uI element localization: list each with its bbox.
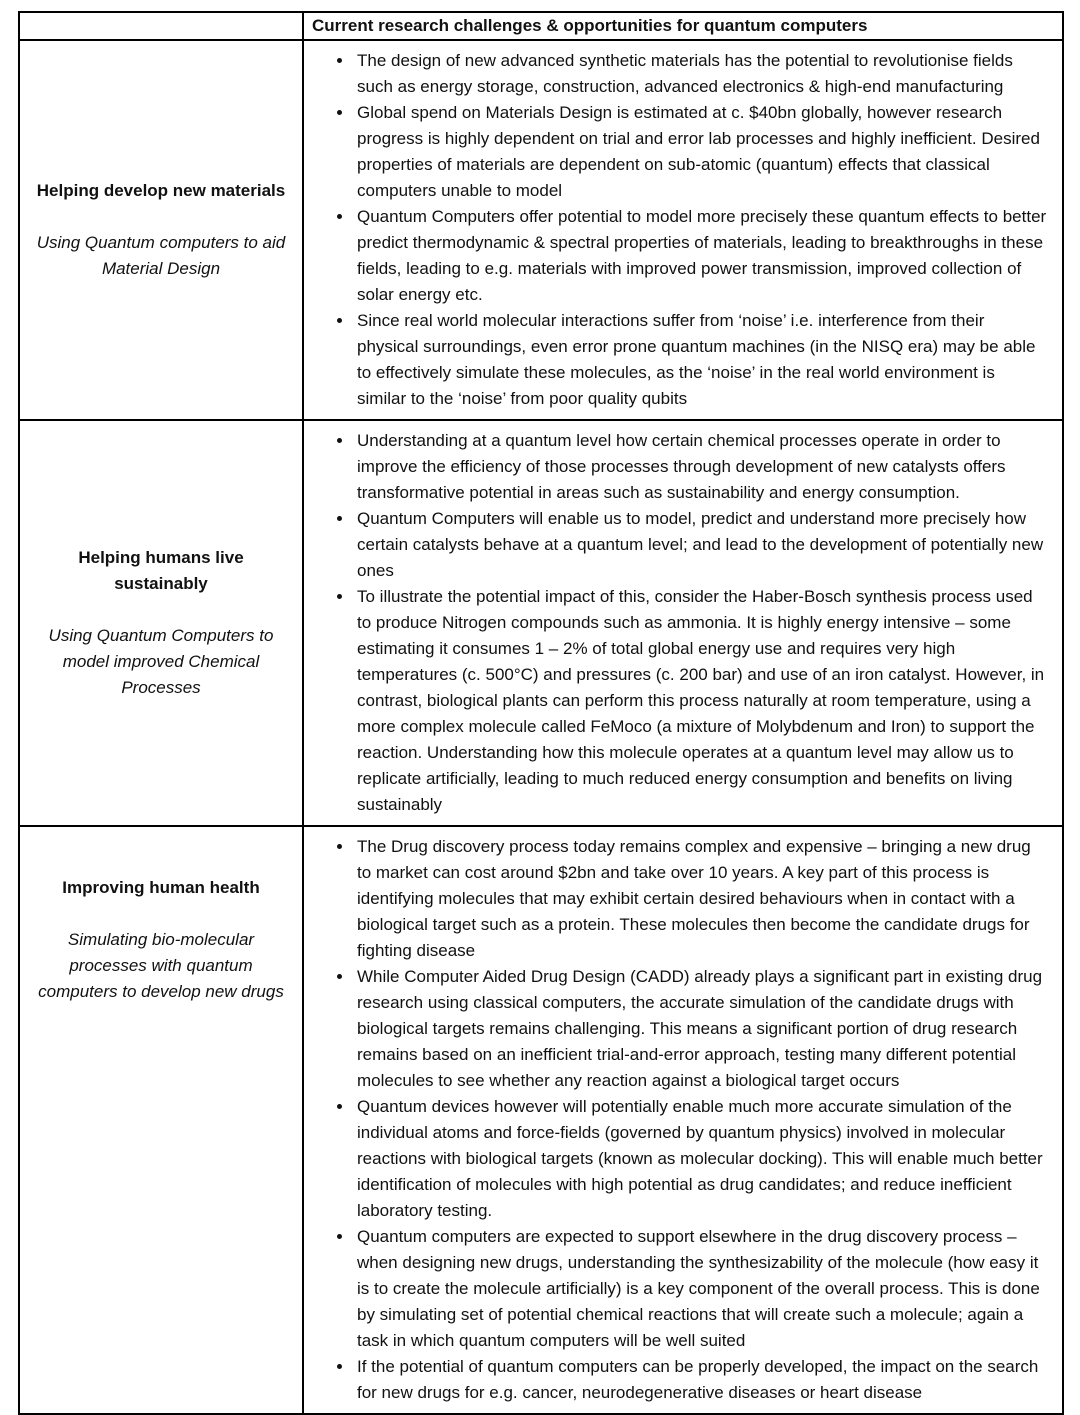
bullet-list [304, 41, 1062, 419]
bullet-item: • If the potential of quantum computers can be properly developed, the impact on the search for new drugs for e.g. cancer, neurodegenerative diseases or heart disease [354, 1354, 1048, 1406]
row-content-materials [303, 40, 1063, 420]
bullet-item: • Quantum Computers will enable us to model, predict and understand more precisely how certain catalysts behave at a quantum level; and lead to the development of potentially new ones [354, 506, 1048, 584]
row-content-health [303, 826, 1063, 1414]
row-title: Helping develop new materials [36, 181, 286, 200]
table-header-row [19, 12, 1063, 40]
header-empty-cell [19, 12, 303, 40]
row-subtitle: Using Quantum computers to aid Material Design [36, 233, 286, 278]
bullet-item: • To illustrate the potential impact of this, consider the Haber-Bosch synthesis process used to produce Nitrogen compounds such as ammonia. It is highly energy intensive – some estimating it consumes 1 – 2% of total global energy use and requires very high temperatures (c. 500°C) and pressures (c. 200 bar) and use of an iron catalyst. However, in contrast, biological plants can perform this process naturally at room temperature, using a more complex molecule called FeMoco (a mixture of Molybdenum and Iron) to support the reaction. Understanding how this molecule operates at a quantum level may allow us to replicate artificially, leading to much reduced energy consumption and benefits on living sustainably [354, 584, 1048, 818]
table-row-sustainably [19, 420, 1063, 826]
bullet-item: • Quantum computers are expected to support elsewhere in the drug discovery process – when designing new drugs, understanding the synthesizability of the molecule (how easy it is to create the molecule artificially) is a key component of the overall process. This is done by simulating set of potential chemical reactions that will create such a molecule; again a task in which quantum computers will be well suited [354, 1224, 1048, 1354]
bullet-item: • Global spend on Materials Design is estimated at c. $40bn globally, however research progress is highly dependent on trial and error lab processes and highly inefficient. Desired properties of materials are dependent on sub-atomic (quantum) effects that classical computers unable to model [354, 100, 1048, 204]
table-row-materials [19, 40, 1063, 420]
row-title: Improving human health [62, 878, 260, 897]
bullet-list [304, 827, 1062, 1413]
bullet-item: • Quantum devices however will potentially enable much more accurate simulation of the individual atoms and force-fields (governed by quantum physics) involved in molecular reactions with biological targets (known as molecular docking). This will enable much better identification of molecules with high potential as drug candidates; and reduce inefficient laboratory testing. [354, 1094, 1048, 1224]
bullet-item: • Since real world molecular interactions suffer from ‘noise’ i.e. interference from their physical surroundings, even error prone quantum machines (in the NISQ era) may be able to effectively simulate these molecules, as the ‘noise’ in the real world environment is similar to the ‘noise’ from poor quality qubits [354, 308, 1048, 412]
row-subtitle: Simulating bio-molecular processes with quantum computers to develop new drugs [38, 930, 284, 1001]
research-challenges-table [18, 11, 1064, 1415]
bullet-list [304, 421, 1062, 825]
table-header-cell: Current research challenges & opportunities for quantum computers [303, 12, 1063, 40]
row-label-health [19, 826, 303, 1414]
bullet-item: • While Computer Aided Drug Design (CADD) already plays a significant part in existing drug research using classical computers, the accurate simulation of the candidate drugs with biological targets remains challenging. This means a significant portion of drug research remains based on an inefficient trial-and-error approach, testing many different potential molecules to see whether any reaction against a biological target occurs [354, 964, 1048, 1094]
bullet-item: • Understanding at a quantum level how certain chemical processes operate in order to improve the efficiency of those processes through development of new catalysts offers transformative potential in areas such as sustainability and energy consumption. [354, 428, 1048, 506]
bullet-item: • The design of new advanced synthetic materials has the potential to revolutionise fields such as energy storage, construction, advanced electronics & high-end manufacturing [354, 48, 1048, 100]
row-subtitle: Using Quantum Computers to model improved Chemical Processes [48, 626, 274, 697]
table-row-health [19, 826, 1063, 1414]
row-title: Helping humans live sustainably [78, 548, 244, 593]
row-label-materials [19, 40, 303, 420]
bullet-item: • The Drug discovery process today remains complex and expensive – bringing a new drug to market can cost around $2bn and take over 10 years. A key part of this process is identifying molecules that may exhibit certain desired behaviours when in contact with a biological target such as a protein. These molecules then become the candidate drugs for fighting disease [354, 834, 1048, 964]
row-content-sustainably [303, 420, 1063, 826]
bullet-item: • Quantum Computers offer potential to model more precisely these quantum effects to better predict thermodynamic & spectral properties of materials, leading to breakthroughs in these fields, leading to e.g. materials with improved power transmission, improved collection of solar energy etc. [354, 204, 1048, 308]
row-label-sustainably [19, 420, 303, 826]
